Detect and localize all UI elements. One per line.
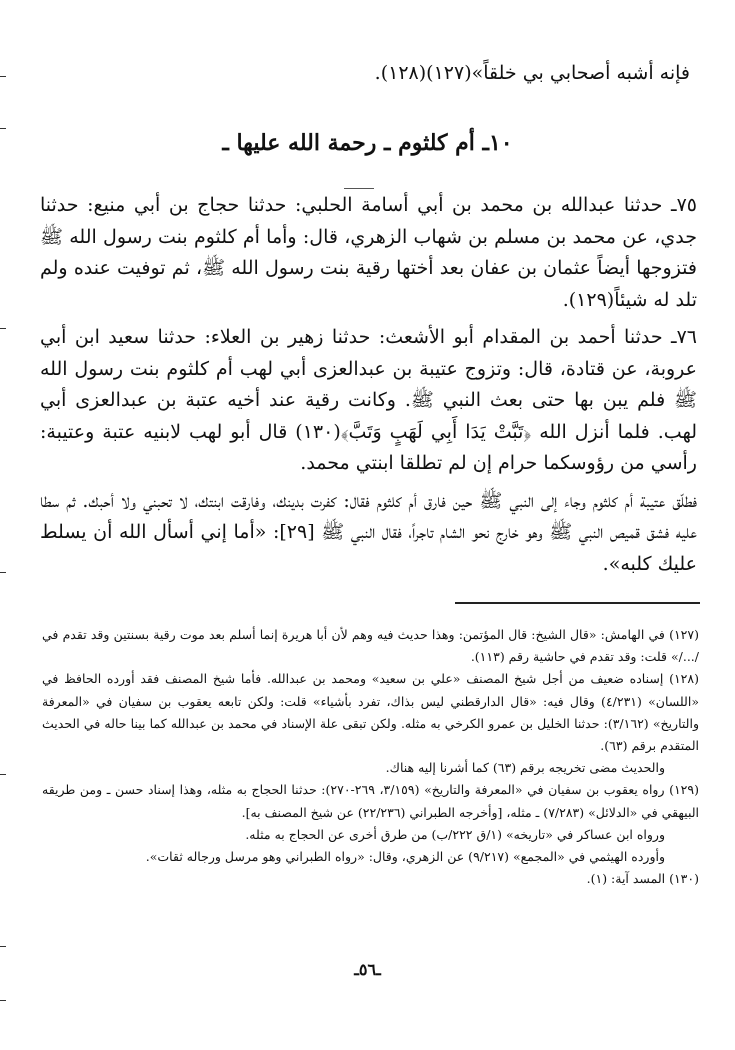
main-text (40, 190, 697, 586)
footnote-129: (١٢٩) رواه يعقوب بن سفيان في «المعرفة والتاريخ» (٣/١٥٩، ٢٦٩-٢٧٠): حدثنا الحجاج به مثله، وهذا إسناد حسن ـ ومن طريقه البيهقي في «الدلائل» (٧/٢٨٣) ـ مثله، [وأخرجه الطبراني (٢٢/٢٣٦) عن شيخ المصنف به]. (42, 782, 699, 820)
margin-mark (0, 1000, 6, 1001)
continued-text-line: فإنه أشبه أصحابي بي خلقاً»(١٢٧)(١٢٨). (374, 62, 690, 84)
footnote-129-continued: ورواه ابن عساكر في «تاريخه» (١/ق ٢٢٢/ب) من طرق أخرى عن الحجاج به مثله. (245, 826, 665, 842)
margin-mark (0, 328, 6, 329)
margin-mark (0, 774, 6, 775)
chapter-title: ١٠ـ أم كلثوم ـ رحمة الله عليها ـ (222, 130, 513, 156)
margin-mark (0, 946, 6, 947)
footnote-129-continued: وأورده الهيثمي في «المجمع» (٩/٢١٧) عن الزهري، وقال: «رواه الطبراني وهو مرسل ورجاله ثقات». (145, 849, 665, 865)
footnote-128-continued: والحديث مضى تخريجه برقم (٦٣) كما أشرنا إليه هناك. (385, 760, 665, 776)
paragraph-hadith-75: ٧٥ـ حدثنا عبدالله بن محمد بن أبي أسامة الحلبي: حدثنا حجاج بن أبي منيع: حدثنا جدي، عن محمد بن مسلم بن شهاب الزهري، قال: وأما أم كلثوم بنت رسول الله ﷺ فتزوجها أيضاً عثمان بن عفان بعد أختها رقية بنت رسول الله ﷺ، ثم توفيت عنده ولم تلد له شيئاً(١٢٩). (40, 194, 697, 311)
margin-mark (0, 76, 6, 77)
footnote-130: (١٣٠) المسد آية: (١). (586, 871, 699, 887)
footnote-separator (455, 602, 700, 604)
footnote-127: (١٢٧) في الهامش: «قال الشيخ: قال المؤتمن: وهذا حديث فيه وهم لأن أبا هريرة إنما أسلم بعد موت رقية بسنتين وقد تقدم في /.../» قلت: وقد تقدم في حاشية رقم (١١٣). (42, 627, 699, 665)
paragraph-continuation: فطلّق عتيبة أم كلثوم وجاء إلى النبي ﷺ حين فارق أم كلثوم فقال: كفرت بدينك، وفارقت ابنتك، لا تحبني ولا أحبك. ثم سطا عليه فشق قميص النبي ﷺ وهو خارج نحو الشام تاجراً، فقال النبي ﷺ [٢٩]: «أما إني أسأل الله أن يسلط عليك كلبه». (40, 489, 697, 575)
footnotes (42, 624, 699, 890)
margin-mark (0, 572, 6, 573)
paragraph-hadith-76: ٧٦ـ حدثنا أحمد بن المقدام أبو الأشعث: حدثنا زهير بن العلاء: حدثنا سعيد ابن أبي عروبة، عن قتادة، قال: وتزوج عتيبة بن عبدالعزى أبي لهب أم كلثوم بنت رسول الله ﷺ فلم يبن بها حتى بعث النبي ﷺ. وكانت رقية عند أخيه عتبة بن عبدالعزى أبي لهب. فلما أنزل الله ﴿تَبَّتْ يَدَا أَبِي لَهَبٍ وَتَبَّ﴾(١٣٠) قال أبو لهب لابنيه عتبة وعتيبة: رأسي من رؤوسكما حرام إن لم تطلقا ابنتي محمد. (40, 326, 697, 474)
title-divider (344, 188, 374, 189)
page-number: ـ٥٦ـ (354, 960, 381, 979)
footnote-128: (١٢٨) إسناده ضعيف من أجل شيخ المصنف «علي بن سعيد» ومحمد بن عبدالله. فأما شيخ المصنف فقد أورده الحافظ في «اللسان» (٤/٢٣١) وقال فيه: «قال الدارقطني ليس بذاك، تفرد بأشياء» قلت: ولكن تابعه يعقوب بن سفيان في «المعرفة والتاريخ» (٣/١٦٢): حدثنا الخليل بن عمرو الكرخي به مثله. ولكن تبقى علة الإسناد في محمد بن عبدالله كما بينا حاله في الحديث المتقدم برقم (٦٣). (42, 671, 699, 754)
